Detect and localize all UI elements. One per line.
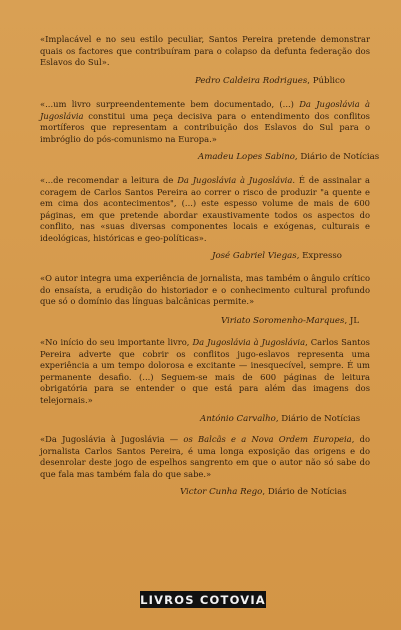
quote-text-pre: «Da Jugoslávia à Jugoslávia —	[40, 434, 184, 444]
quote-text	[40, 434, 370, 480]
quote-text: «Implacável e no seu estilo peculiar, Santos Pereira pretende demonstrar quais os factores que contribuíram para o colapso da defunta federação dos Eslavos do Sul».	[40, 34, 370, 68]
quote-text-post: constitui uma peça decisiva para o entendimento dos conflitos mortíferos que representam a contribuição dos Eslavos do Sul para o imbróglio do pós-comunismo na Europa.»	[40, 110, 370, 144]
quote-text-post: É de assinalar a coragem de Carlos Santos Pereira ao correr o risco de produzir "a quente e em cima dos acontecimentos", (...) este espesso volume de mais de 600 páginas, em que pretende abordar exaustivamente todos os aspectos do conflito, nas «suas diversas componentes locais e exógenas, culturais e ideológicas, históricas e geo-políticas».	[40, 175, 371, 243]
review-quote-1	[40, 34, 370, 69]
publisher-logo: LIVROS COTOVIA	[140, 592, 266, 607]
review-quote-3	[40, 175, 370, 245]
quote-book-title: os Balcãs e a Nova Ordem Europeia	[183, 434, 352, 444]
quote-author: Pedro Caldeira Rodrigues	[195, 76, 308, 86]
review-quote-5	[40, 337, 370, 407]
quote-source-2	[198, 152, 379, 163]
quote-outlet: , Diário de Notícias	[294, 152, 380, 162]
quote-text	[40, 175, 370, 245]
quote-outlet: , Público	[307, 76, 346, 86]
quote-author: António Carvalho	[200, 414, 276, 424]
quote-source-6	[180, 487, 347, 498]
quote-source-1	[195, 76, 345, 87]
quote-text-post: , Carlos Santos Pereira adverte que cobrir os conflitos jugo-eslavos representa uma experiência a um tempo dolorosa e excitante — inesquecível, sempre. É um permanente desafio. (...) Seguem-se mais de 600 páginas de leitura obrigatória para se entender o que está para além das imagens dos telejornais.»	[40, 337, 370, 405]
quote-book-title: Da Jugoslávia à Jugoslávia	[40, 99, 370, 121]
quote-author: Viriato Soromenho-Marques	[221, 316, 345, 326]
review-quote-2	[40, 99, 370, 145]
quote-author: Victor Cunha Rego	[180, 487, 263, 497]
quote-text-pre: «...de recomendar a leitura de	[40, 175, 178, 185]
quote-text: «O autor integra uma experiência de jornalista, mas também o ângulo crítico do ensaísta, a erudição do historiador e o conhecimento cultural profundo que só o domínio das línguas balcânicas permite.»	[40, 273, 370, 307]
quote-text-post: , do jornalista Carlos Santos Pereira, é uma longa exposição das origens e do desenrolar deste jogo de espelhos sangrento em que o autor não só sabe do que fala mas também fala do que sabe.»	[40, 434, 370, 479]
quote-text	[40, 337, 370, 407]
quote-source-5	[200, 414, 360, 425]
quote-source-3	[212, 251, 342, 262]
quote-book-title: Da Jugoslávia à Jugoslávia	[192, 337, 306, 347]
quote-author: Amadeu Lopes Sabino	[198, 152, 295, 162]
quote-outlet: , JL	[344, 316, 360, 326]
quote-outlet: , Diário de Notícias	[262, 487, 347, 497]
quote-outlet: , Diário de Notícias	[275, 414, 361, 424]
review-quote-4	[40, 273, 370, 308]
quote-author: José Gabriel Viegas	[212, 251, 297, 261]
quote-text-pre: «No início do seu importante livro,	[40, 337, 193, 347]
quote-text	[40, 99, 370, 145]
review-quote-6	[40, 434, 370, 480]
quote-book-title: Da Jugoslávia à Jugoslávia.	[177, 175, 296, 185]
quote-outlet: , Expresso	[296, 251, 342, 261]
quote-text-pre: «...um livro surpreendentemente bem documentado, (...)	[40, 99, 300, 109]
quote-source-4	[221, 316, 359, 327]
